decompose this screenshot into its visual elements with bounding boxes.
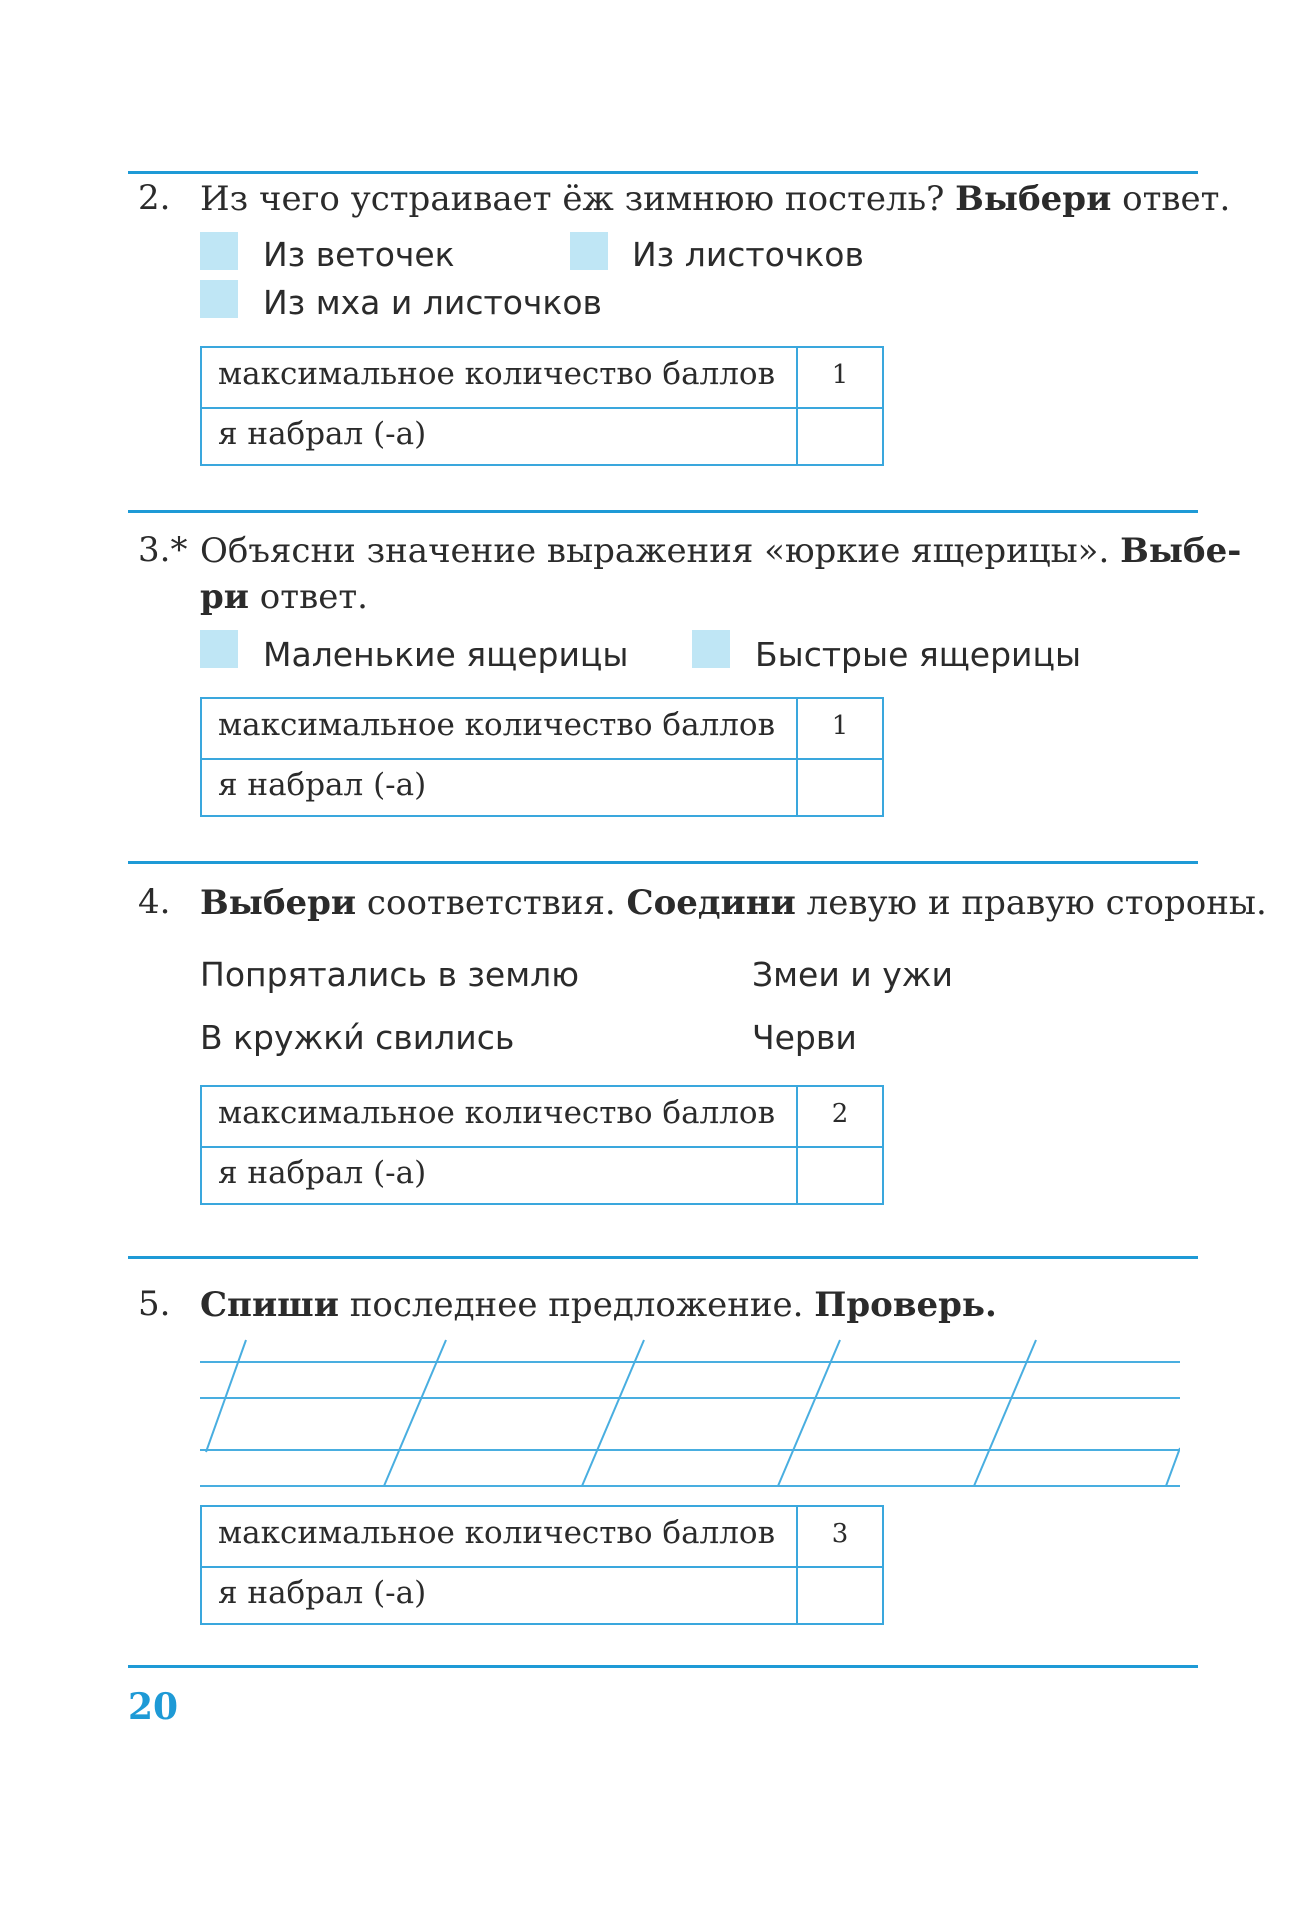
score-row-max	[202, 1507, 882, 1568]
got-score-label: я набрал (-а)	[218, 767, 427, 803]
question-text: последнее предложение.	[338, 1285, 815, 1325]
match-right-item[interactable]: Змеи и ужи	[752, 955, 953, 994]
task-3-question	[200, 528, 1241, 620]
got-score-label: я набрал (-а)	[218, 1575, 427, 1611]
question-text: соответствия.	[356, 883, 627, 923]
task-3-number: 3.*	[138, 530, 188, 570]
score-row-got	[202, 408, 882, 467]
handwriting-lines[interactable]	[200, 1330, 1180, 1500]
match-left-item[interactable]: Попрятались в землю	[200, 955, 580, 994]
score-row-max	[202, 1087, 882, 1148]
option-label: Маленькие ящерицы	[263, 635, 629, 674]
option-label: Из веточек	[263, 235, 455, 274]
table-divider	[796, 348, 798, 464]
page-number: 20	[128, 1686, 179, 1728]
task-5-question	[200, 1282, 997, 1328]
divider-bottom	[128, 1665, 1198, 1668]
max-score-label: максимальное количество баллов	[218, 707, 776, 743]
divider	[128, 1256, 1198, 1259]
question-bold: Проверь.	[814, 1285, 997, 1325]
task-5-number: 5.	[138, 1284, 171, 1324]
max-score-label: максимальное количество баллов	[218, 1095, 776, 1131]
option-label: Быстрые ящерицы	[755, 635, 1082, 674]
task-4-number: 4.	[138, 882, 171, 922]
max-score-label: максимальное количество баллов	[218, 1515, 776, 1551]
score-table	[200, 697, 884, 817]
match-left-item[interactable]: В кружки́ свились	[200, 1018, 515, 1057]
divider	[128, 510, 1198, 513]
got-score-label: я набрал (-а)	[218, 1155, 427, 1191]
score-row-max	[202, 699, 882, 760]
question-text: Из чего устраивает ёж зимнюю постель?	[200, 179, 956, 219]
answer-checkbox[interactable]	[200, 280, 238, 318]
table-divider	[796, 1507, 798, 1623]
question-bold: Выбери	[200, 883, 357, 923]
answer-checkbox[interactable]	[692, 630, 730, 668]
table-divider	[796, 1087, 798, 1203]
question-text: левую и правую стороны.	[795, 883, 1267, 923]
max-score-value: 2	[831, 1099, 849, 1129]
score-table	[200, 1505, 884, 1625]
question-text: ответ.	[1111, 179, 1231, 219]
question-bold: ри	[200, 577, 249, 617]
score-row-got	[202, 759, 882, 818]
task-2-question	[200, 176, 1230, 222]
table-divider	[796, 699, 798, 815]
question-bold: Спиши	[200, 1285, 339, 1325]
option-label: Из мха и листочков	[263, 283, 602, 322]
task-4-question	[200, 880, 1267, 926]
max-score-value: 1	[831, 711, 849, 741]
score-row-got	[202, 1147, 882, 1206]
divider	[128, 861, 1198, 864]
question-bold: Выбе-	[1120, 531, 1242, 571]
score-table	[200, 346, 884, 466]
task-2-number: 2.	[138, 178, 171, 218]
question-bold: Соедини	[626, 883, 796, 923]
match-right-item[interactable]: Черви	[752, 1018, 857, 1057]
question-text: ответ.	[249, 577, 368, 617]
question-bold: Выбери	[955, 179, 1112, 219]
max-score-label: максимальное количество баллов	[218, 356, 776, 392]
answer-checkbox[interactable]	[200, 630, 238, 668]
score-row-max	[202, 348, 882, 409]
max-score-value: 1	[831, 360, 849, 390]
max-score-value: 3	[831, 1519, 849, 1549]
answer-checkbox[interactable]	[570, 232, 608, 270]
score-table	[200, 1085, 884, 1205]
option-label: Из листочков	[632, 235, 864, 274]
divider-top	[128, 171, 1198, 174]
got-score-label: я набрал (-а)	[218, 416, 427, 452]
score-row-got	[202, 1567, 882, 1626]
question-text: Объясни значение выражения «юркие ящерицы».	[200, 531, 1121, 571]
answer-checkbox[interactable]	[200, 232, 238, 270]
